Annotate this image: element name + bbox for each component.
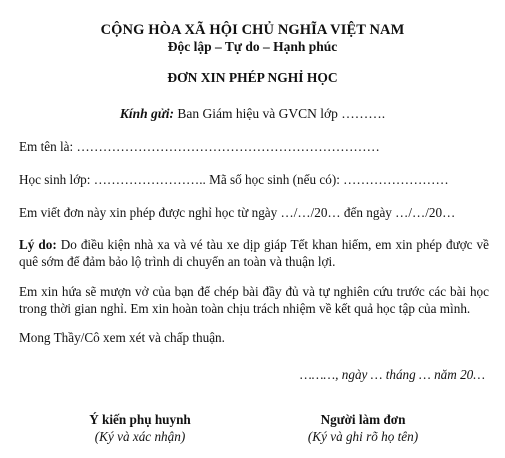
closing-line: Mong Thầy/Cô xem xét và chấp thuận. [19, 330, 225, 345]
recipient-value: Ban Giám hiệu và GVCN lớp ………. [177, 106, 386, 121]
applicant-signature-title: Người làm đơn [320, 412, 406, 427]
recipient-label: Kính gửi: [119, 106, 175, 121]
national-heading: CỘNG HÒA XÃ HỘI CHỦ NGHĨA VIỆT NAM [100, 22, 405, 38]
national-motto: Độc lập – Tự do – Hạnh phúc [167, 39, 338, 54]
date-line: ………, ngày … tháng … năm 20… [299, 367, 485, 382]
leave-dates-field: Em viết đơn này xin phép được nghỉ học từ ngày …/…/20… đến ngày …/…/20… [19, 205, 456, 220]
parent-signature-block [40, 411, 240, 445]
reason-paragraph [19, 236, 489, 270]
applicant-signature-note: (Ký và ghi rõ họ tên) [307, 429, 419, 444]
class-and-student-id-field: Học sinh lớp: …………………….. Mã số học sinh (nếu có): …………………… [19, 172, 449, 187]
document-title: ĐƠN XIN PHÉP NGHỈ HỌC [167, 70, 338, 85]
parent-signature-title: Ý kiến phụ huynh [89, 412, 191, 427]
reason-text: Do điều kiện nhà xa và vé tàu xe dịp giáp Tết khan hiếm, em xin phép được về quê sớm để đảm bảo lộ trình di chuyển an toàn và thuận lợi. [19, 237, 489, 269]
student-name-field: Em tên là: …………………………………………………………… [19, 139, 380, 154]
recipient-line [0, 106, 505, 122]
applicant-signature-block [263, 411, 463, 445]
parent-signature-note: (Ký và xác nhận) [94, 429, 186, 444]
commitment-paragraph: Em xin hứa sẽ mượn vở của bạn để chép bài đầy đủ và tự nghiên cứu trước các bài học trong thời gian nghỉ. Em xin hoàn toàn chịu trách nhiệm về kết quả học tập của mình. [19, 284, 489, 316]
reason-label: Lý do: [19, 237, 57, 252]
